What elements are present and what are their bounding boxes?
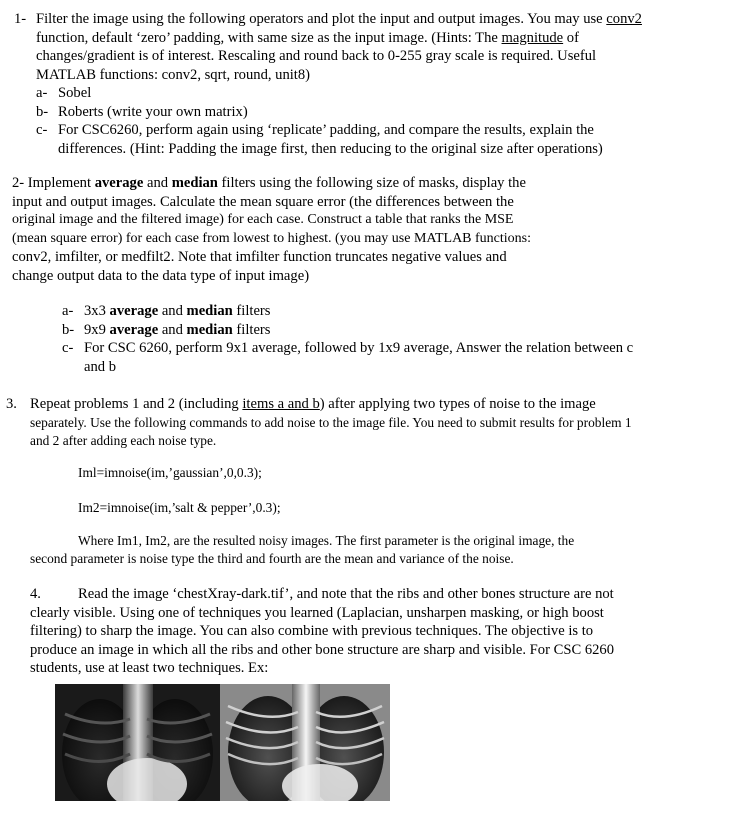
problem-2-line-1: 2- Implement average and median filters using the following size of masks, display the [12,175,526,191]
problem-4-line-3: filtering) to sharp the image. You can also combine with previous techniques. The objective is to [30,623,594,640]
item-2c: c- For CSC 6260, perform 9x1 average, followed by 1x9 average, Answer the relation between c [62,340,634,357]
item-1a: a- Sobel [36,85,92,101]
problem-4-line-2: clearly visible. Using one of techniques you learned (Laplacian, unsharpen masking, or high boost [30,604,604,621]
problem-2 [12,174,612,286]
item-2c-cont: and b [84,358,117,375]
problem-4 [30,585,720,678]
problem-4-line-5: students, use at least two techniques. Ex: [30,660,269,677]
items-a-b-underlined: items a and b [242,396,320,412]
item-1b: b- Roberts (write your own matrix) [36,103,248,120]
problem-2-line-2: input and output images. Calculate the mean square error (the differences between the [12,193,514,210]
problem-1-number: 1- [14,11,27,27]
noise-command-gaussian: Iml=imnoise(im,’gaussian’,0,0.3); [78,465,262,480]
problem-2-line-3: original image and the filtered image) for each case. Construct a table that ranks the MSE [12,212,514,228]
problem-1-line-4: MATLAB functions: conv2, sqrt, round, unit8) [36,66,311,83]
magnitude-underlined: magnitude [501,29,564,46]
problem-3-where [30,532,720,569]
problem-1-line-3: changes/gradient is of interest. Rescaling and round back to 0-255 gray scale is required. Useful [36,48,597,65]
problem-1 [36,10,726,84]
problem-3-line-3: and 2 after adding each noise type. [30,433,217,448]
chest-xray-sharpened-image [220,684,390,801]
problem-2-line-5: conv2, imfilter, or medfilt2. Note that imfilter function truncates negative values and [12,249,507,266]
noise-command-salt-pepper: Im2=imnoise(im,’salt & pepper’,0.3); [78,500,281,515]
chest-xray-dark-image [55,684,220,801]
problem-2-items [62,302,633,376]
item-2b: b- 9x9 average and median filters [62,321,271,338]
problem-4-number: 4. [30,586,41,602]
problem-3-where-line-2: second parameter is noise type the third and fourth are the mean and variance of the noise. [30,551,514,567]
item-1c-cont: differences. (Hint: Padding the image first, then reducing to the original size after operations) [58,140,603,157]
problem-3-number: 3. [6,396,17,412]
problem-4-line-4: produce an image in which all the ribs and other bone structure are sharp and visible. For CSC 6260 [30,641,615,658]
item-1c: c- For CSC6260, perform again using ‘replicate’ padding, and compare the results, explain the [36,122,594,139]
conv2-link-text: conv2 [606,11,642,27]
problem-3-where-line-1: Where Im1, Im2, are the resulted noisy images. The first parameter is the original image, the [78,533,575,548]
problem-2-line-6: change output data to the data type of input image) [12,267,310,284]
item-2a: a- 3x3 average and median filters [62,303,271,319]
problem-1-line-1: Filter the image using the following operators and plot the input and output images. You may use conv2 [36,11,642,27]
problem-3 [30,395,730,450]
problem-2-line-4: (mean square error) for each case from lowest to highest. (you may use MATLAB functions: [12,230,532,246]
problem-3-line-2: separately. Use the following commands to add noise to the image file. You need to submit results for problem 1 [30,414,632,430]
problem-1-items [36,84,603,158]
problem-4-line-1: Read the image ‘chestXray-dark.tif’, and note that the ribs and other bones structure are not [78,586,614,602]
problem-1-line-2: function, default ‘zero’ padding, with same size as the input image. (Hints: The magnitude of [36,29,579,46]
problem-3-line-1: Repeat problems 1 and 2 (including items a and b) after applying two types of noise to the image [30,396,596,412]
